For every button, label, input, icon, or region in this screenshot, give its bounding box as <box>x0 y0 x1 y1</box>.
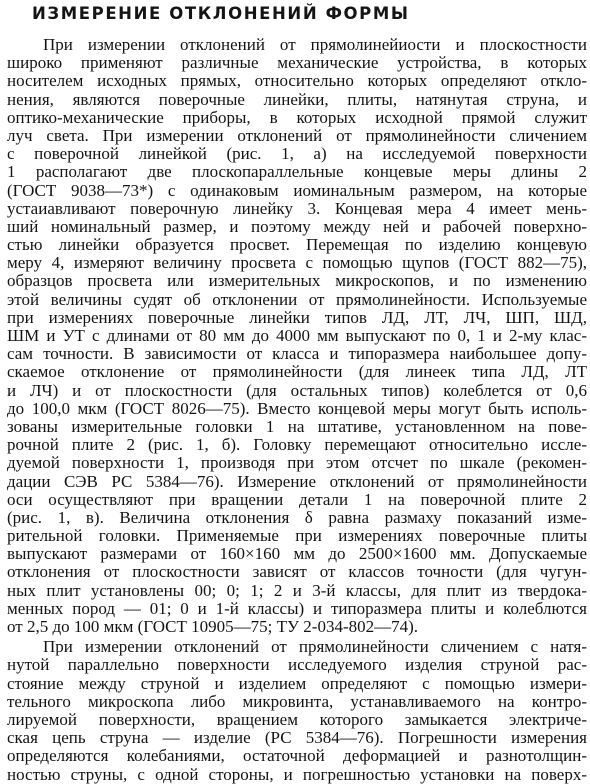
text-line: рочной плите 2 (рис. 1, б). Головку перемещают относительно иссле- <box>7 435 587 455</box>
text-line: носителем исходных прямых, относительно которых определяют откло- <box>7 71 587 91</box>
text-line: (ГОСТ 9038—73*) с одинаковым иоминальным размером, на которые <box>7 180 587 200</box>
text-line: тельного микроскопа либо микровинта, устанавливаемого на контро- <box>7 691 587 711</box>
text-line: стью линейки образуется просвет. Перемещая по изделию концевую <box>7 235 587 255</box>
paragraph-2 <box>7 638 587 784</box>
text-line: рительной головки. Применяемые при измерениях поверочные плиты <box>7 526 587 546</box>
text-line: оси осуществляют при вращении детали 1 на поверочной плите 2 <box>7 489 587 509</box>
text-line: отклонения от плоскостности зависят от классов точности (для чугун- <box>7 562 587 582</box>
text-line: (рис. 1, в). Величина отклонения δ равна размаху показаний изме- <box>7 507 587 527</box>
text-line: ская цепь струна — изделие (РС 5384—76). Погрешности измерения <box>7 728 587 748</box>
text-line: менных пород — 01; 0 и 1-й классы) и типоразмера плиты и колеблются <box>7 598 587 618</box>
text-line: дации СЭВ РС 5384—76). Измерение отклонений от прямолинейности <box>7 471 587 491</box>
text-line: ных плит установлены 00; 0; 1; 2 и 3-й классы, для плит из твердока- <box>7 580 587 600</box>
text-line: При измерении отклонений от прямолинейиости и плоскостности <box>43 35 587 54</box>
text-line: 1 располагают две плоскопараллельные концевые меры длины 2 <box>7 162 587 182</box>
text-line: меру 4, измеряют величину просвета с помощью щупов (ГОСТ 882—75), <box>7 253 587 273</box>
text-line: выпускают размерами от 160×160 мм до 2500×1600 мм. Допускаемые <box>7 544 587 564</box>
text-line: луч света. При измерении отклонений от прямолинейности сличением <box>7 125 587 145</box>
text-line: определяются колебаниями, остаточной деформацией и разнотолщин- <box>7 746 587 766</box>
body-text <box>7 36 587 784</box>
text-line: широко применяют различные механические устройства, в которых <box>7 53 587 73</box>
text-line: ШМ и УТ с длинами от 80 мм до 4000 мм выпускают по 0, 1 и 2-му клас- <box>7 326 587 345</box>
text-line: ший номинальный размер, и поэтому между ней и рабочей поверхно- <box>7 216 587 236</box>
text-line: зованы измерительные головки 1 на штативе, установленном на пове- <box>7 416 587 436</box>
text-line: и ЛЧ) и от плоскостности (для остальных типов) колеблется от 0,6 <box>7 380 587 400</box>
text-line: нутой параллельно поверхности исследуемого изделия струной рас- <box>7 655 587 675</box>
text-line: при измерениях поверочные линейки типов ЛД, ЛТ, ЛЧ, ШП, ШД, <box>7 307 587 327</box>
text-line: с поверочной линейкой (рис. 1, а) на исследуемой поверхности <box>7 144 587 164</box>
text-line: от 2,5 до 100 мкм (ГОСТ 10905—75; ТУ 2-034-802—74). <box>7 617 419 636</box>
text-line: При измерении отклонений от прямолинейности сличением с натя- <box>43 637 587 657</box>
text-line: дуемой поверхности 1, производя при этом отсчет по шкале (рекомен- <box>7 453 587 473</box>
text-line: лируемой поверхности, вращением которого замыкается электриче- <box>7 709 587 729</box>
text-line: до 100,0 мкм (ГОСТ 8026—75). Вместо концевой меры могут быть исполь- <box>7 398 587 418</box>
text-line: скаемое отклонение от прямолинейности (для линеек типа ЛД, ЛТ <box>7 362 587 382</box>
text-line: нения, являются поверочные линейки, плиты, натянутая струна, и <box>7 89 587 109</box>
text-line: оптико-механические приборы, в которых исходной прямой служит <box>7 107 587 127</box>
text-line: стояние между струной и изделием определяют с помощью измери- <box>7 673 587 693</box>
text-line: ностью струны, с одной стороны, и погрешностью установки на поверх- <box>7 764 587 784</box>
text-line: этой величины судят об отклонении от прямолинейности. Используемые <box>7 289 587 309</box>
section-heading: ИЗМЕРЕНИЕ ОТКЛОНЕНИЙ ФОРМЫ <box>32 4 410 23</box>
text-line: образцов просвета или измерительных микроскопов, и по изменению <box>7 271 587 291</box>
text-line: сам точности. В зависимости от класса и типоразмера наибольшее допу- <box>7 344 587 364</box>
paragraph-1 <box>7 36 587 636</box>
text-line: устаиавливают поверочную линейку 3. Концевая мера 4 имеет мень- <box>7 198 587 218</box>
